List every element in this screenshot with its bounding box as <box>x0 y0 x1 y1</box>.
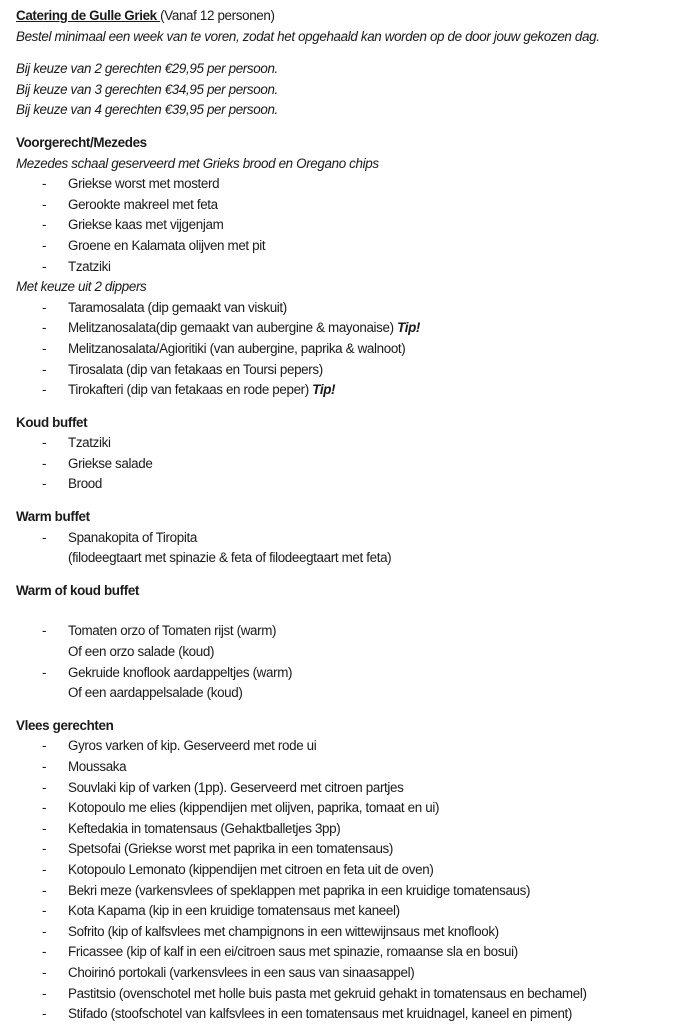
list-item <box>16 195 684 216</box>
dippers-heading: Met keuze uit 2 dippers <box>16 279 147 295</box>
item-text: Griekse kaas met vijgenjam <box>68 217 224 233</box>
list-item <box>16 778 684 799</box>
bullet-dash: - <box>42 820 47 836</box>
list-item <box>16 339 684 360</box>
spacer <box>16 704 684 716</box>
item-text: Melitzanosalata(dip gemaakt van aubergine & mayonaise) <box>68 320 398 336</box>
list-item <box>16 819 684 840</box>
item-text: Fricassee (kip of kalf in een ei/citroen saus met spinazie, romaanse sla en bosui) <box>68 944 518 960</box>
tip-badge: Tip! <box>397 320 421 336</box>
item-text: Tzatziki <box>68 435 111 451</box>
item-text: Pastitsio (ovenschotel met holle buis pasta met gekruid gehakt in tomatensaus en bechamel) <box>68 985 587 1001</box>
bullet-dash: - <box>42 455 47 471</box>
item-text: Tzatziki <box>68 258 111 274</box>
price-line: Bij keuze van 4 gerechten €39,95 per persoon. <box>16 102 278 118</box>
item-text: Tirokafteri (dip van fetakaas en rode peper) <box>68 382 313 398</box>
intro-text: Bestel minimaal een week van te voren, zodat het opgehaald kan worden op de door jouw gekozen dag. <box>16 28 600 44</box>
list-item <box>16 663 684 684</box>
item-text: Tomaten orzo of Tomaten rijst (warm) <box>68 623 277 639</box>
list-item <box>16 881 684 902</box>
document-title: Catering de Gulle Griek <box>16 8 161 23</box>
bullet-dash: - <box>42 176 47 192</box>
item-text: Spanakopita of Tiropita <box>68 529 197 545</box>
price-line: Bij keuze van 2 gerechten €29,95 per persoon. <box>16 61 278 77</box>
bullet-dash: - <box>42 738 47 754</box>
list-item <box>16 433 684 454</box>
item-text: Keftedakia in tomatensaus (Gehaktballetjes 3pp) <box>68 820 341 836</box>
bullet-dash: - <box>42 985 47 1001</box>
title-suffix: (Vanaf 12 personen) <box>160 8 275 23</box>
list-item <box>16 318 684 339</box>
bullet-dash: - <box>42 435 47 451</box>
item-text: Tirosalata (dip van fetakaas en Toursi pepers) <box>68 361 323 377</box>
list-item <box>16 901 684 922</box>
bullet-dash: - <box>42 361 47 377</box>
spacer <box>16 569 684 581</box>
list-item <box>16 474 684 495</box>
title-line <box>16 6 684 27</box>
tip-badge: Tip! <box>312 382 336 398</box>
section-heading-warm-buffet: Warm buffet <box>16 509 90 525</box>
section-heading-vlees: Vlees gerechten <box>16 717 114 733</box>
list-item <box>16 757 684 778</box>
item-text: Gekruide knoflook aardappeltjes (warm) <box>68 664 293 680</box>
spacer <box>16 121 684 133</box>
item-text: Groene en Kalamata olijven met pit <box>68 237 266 253</box>
list-item <box>16 798 684 819</box>
section-subheading: Mezedes schaal geserveerd met Grieks brood en Oregano chips <box>16 155 379 171</box>
item-text: Souvlaki kip of varken (1pp). Geserveerd met citroen partjes <box>68 779 404 795</box>
item-subtext: Of een aardappelsalade (koud) <box>68 685 243 701</box>
bullet-dash: - <box>42 623 47 639</box>
item-text: Gyros varken of kip. Geserveerd met rode ui <box>68 738 317 754</box>
list-item <box>16 257 684 278</box>
item-text: Sofrito (kip of kalfsvlees met champignons in een wittewijnsaus met knoflook) <box>68 923 499 939</box>
item-text: Gerookte makreel met feta <box>68 196 218 212</box>
item-text: Taramosalata (dip gemaakt van viskuit) <box>68 299 287 315</box>
item-text: Kota Kapama (kip in een kruidige tomatensaus met kaneel) <box>68 903 400 919</box>
item-text: Melitzanosalata/Agioritiki (van aubergine, paprika & walnoot) <box>68 340 406 356</box>
bullet-dash: - <box>42 340 47 356</box>
bullet-dash: - <box>42 964 47 980</box>
section-heading-voorgerecht: Voorgerecht/Mezedes <box>16 134 147 150</box>
item-text: Choirinó portokali (varkensvlees in een saus van sinaasappel) <box>68 964 415 980</box>
item-text: Brood <box>68 476 102 492</box>
bullet-dash: - <box>42 944 47 960</box>
bullet-dash: - <box>42 258 47 274</box>
bullet-dash: - <box>42 196 47 212</box>
list-item <box>16 380 684 401</box>
bullet-dash: - <box>42 382 47 398</box>
spacer <box>16 601 684 621</box>
list-item <box>16 174 684 195</box>
bullet-dash: - <box>42 841 47 857</box>
item-subtext: Of een orzo salade (koud) <box>68 644 215 660</box>
list-item <box>16 839 684 860</box>
section-heading-koud-buffet: Koud buffet <box>16 414 88 430</box>
list-item <box>16 360 684 381</box>
item-subtext: (filodeegtaart met spinazie & feta of filodeegtaart met feta) <box>68 550 392 566</box>
spacer <box>16 47 684 59</box>
list-item <box>16 215 684 236</box>
bullet-dash: - <box>42 882 47 898</box>
item-text: Bekri meze (varkensvlees of speklappen met paprika in een kruidige tomatensaus) <box>68 882 531 898</box>
vlees-list <box>16 736 684 1024</box>
bullet-dash: - <box>42 299 47 315</box>
spacer <box>16 495 684 507</box>
bullet-dash: - <box>42 1006 47 1022</box>
item-text: Moussaka <box>68 759 127 774</box>
bullet-dash: - <box>42 800 47 816</box>
list-item <box>16 984 684 1005</box>
list-item <box>16 942 684 963</box>
list-item <box>16 860 684 881</box>
item-text: Griekse salade <box>68 455 153 471</box>
bullet-dash: - <box>42 759 47 774</box>
section-heading-warm-koud-buffet: Warm of koud buffet <box>16 582 140 598</box>
bullet-dash: - <box>42 476 47 492</box>
bullet-dash: - <box>42 779 47 795</box>
item-text: Griekse worst met mosterd <box>68 176 220 192</box>
list-item <box>16 236 684 257</box>
bullet-dash: - <box>42 923 47 939</box>
bullet-dash: - <box>42 320 47 336</box>
menu-document <box>16 6 684 1025</box>
item-text: Stifado (stoofschotel van kalfsvlees in een tomatensaus met kruidnagel, kaneel en piment) <box>68 1006 573 1022</box>
bullet-dash: - <box>42 217 47 233</box>
list-item <box>16 298 684 319</box>
list-item <box>16 922 684 943</box>
bullet-dash: - <box>42 903 47 919</box>
bullet-dash: - <box>42 861 47 877</box>
bullet-dash: - <box>42 237 47 253</box>
item-text: Kotopoulo me elies (kippendijen met olijven, paprika, tomaat en ui) <box>68 800 440 816</box>
spacer <box>16 401 684 413</box>
list-item <box>16 1004 684 1025</box>
item-text: Spetsofai (Griekse worst met paprika in een tomatensaus) <box>68 841 393 857</box>
bullet-dash: - <box>42 664 47 680</box>
list-item <box>16 621 684 642</box>
list-item <box>16 736 684 757</box>
item-text: Kotopoulo Lemonato (kippendijen met citroen en feta uit de oven) <box>68 861 434 877</box>
list-item <box>16 528 684 549</box>
price-line: Bij keuze van 3 gerechten €34,95 per persoon. <box>16 81 278 97</box>
list-item <box>16 454 684 475</box>
list-item <box>16 963 684 984</box>
bullet-dash: - <box>42 529 47 545</box>
